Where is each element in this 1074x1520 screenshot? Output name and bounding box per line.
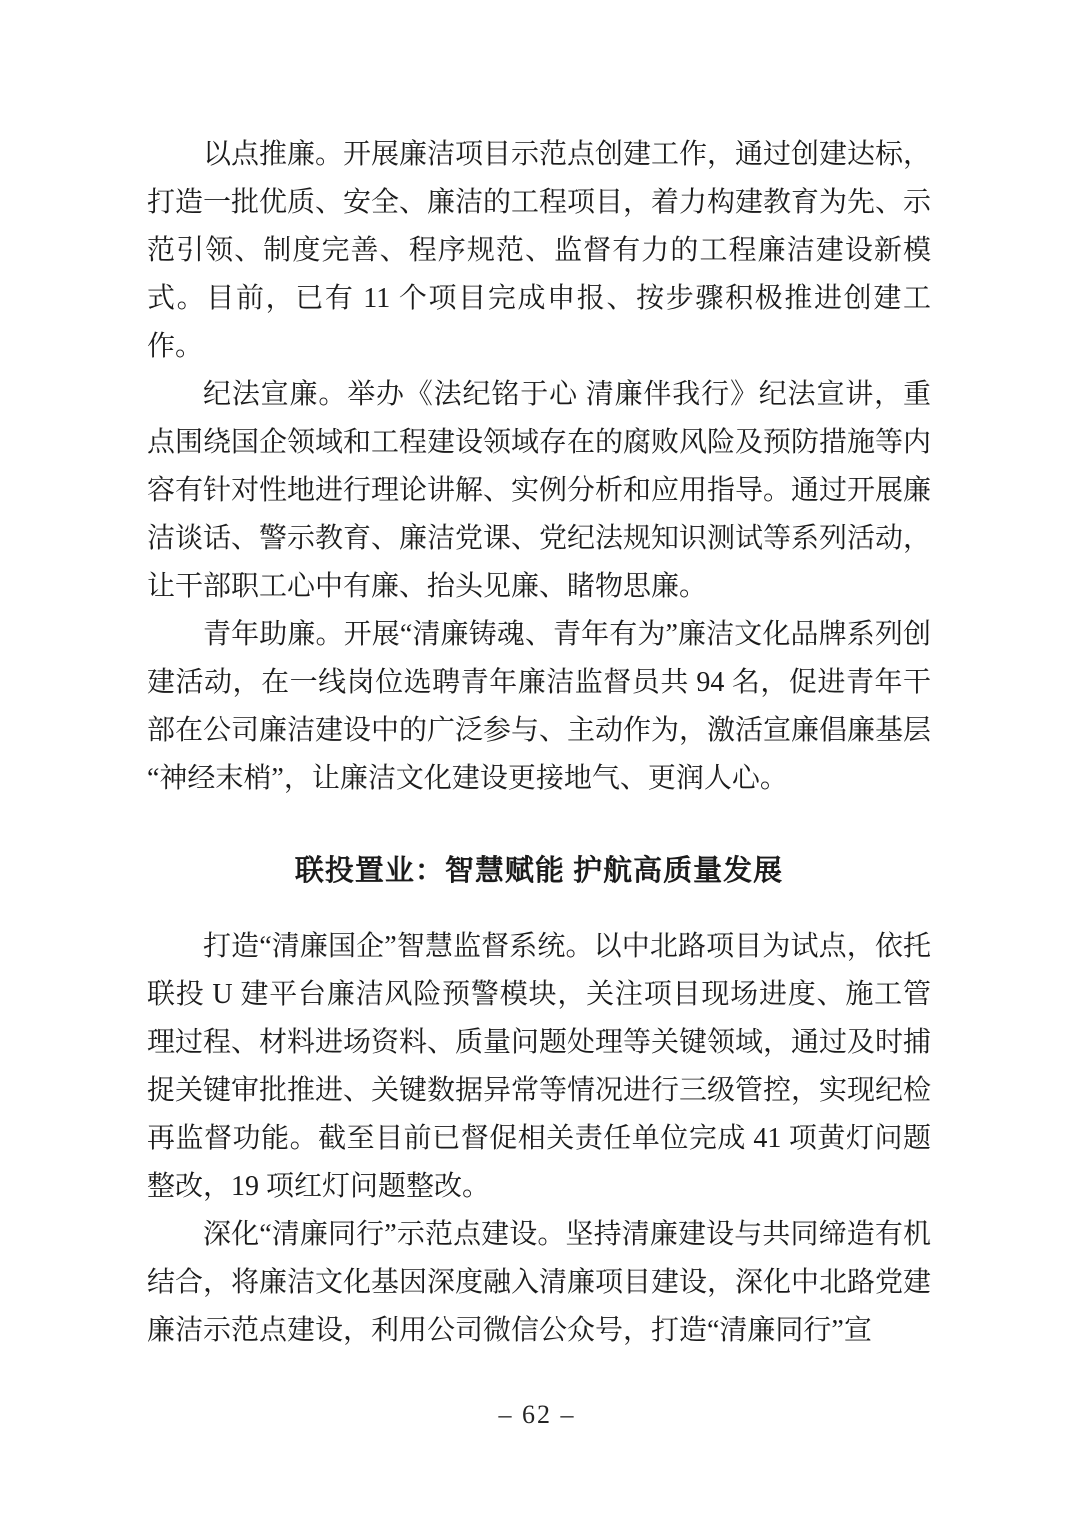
page-footer	[0, 1398, 1074, 1432]
paragraph-qingnian-zhu-lian: 青年助廉。开展“清廉铸魂、青年有为”廉洁文化品牌系列创建活动，在一线岗位选聘青年廉洁监督员共 94 名，促进青年干部在公司廉洁建设中的广泛参与、主动作为，激活宣廉倡廉基层“神经末梢”，让廉洁文化建设更接地气、更润人心。	[147, 619, 932, 794]
section-heading: 联投置业：智慧赋能 护航高质量发展	[294, 855, 784, 887]
paragraph-zhihui-jiandu: 打造“清廉国企”智慧监督系统。以中北路项目为试点，依托联投 U 建平台廉洁风险预警模块，关注项目现场进度、施工管理过程、材料进场资料、质量问题处理等关键领域，通过及时捕捉关键审批推进、关键数据异常等情况进行三级管控，实现纪检再监督功能。截至目前已督促相关责任单位完成 41 项黄灯问题整改，19 项红灯问题整改。	[147, 931, 932, 1202]
page-number: – 62 –	[498, 1400, 576, 1429]
document-body	[147, 131, 931, 1355]
paragraph-qinglian-tongxing: 深化“清廉同行”示范点建设。坚持清廉建设与共同缔造有机结合，将廉洁文化基因深度融入清廉项目建设，深化中北路党建廉洁示范点建设，利用公司微信公众号，打造“清廉同行”宣	[147, 1219, 932, 1346]
paragraph-jifa-xuan-lian: 纪法宣廉。举办《法纪铭于心 清廉伴我行》纪法宣讲，重点围绕国企领域和工程建设领域存在的腐败风险及预防措施等内容有针对性地进行理论讲解、实例分析和应用指导。通过开展廉洁谈话、警示教育、廉洁党课、党纪法规知识测试等系列活动，让干部职工心中有廉、抬头见廉、睹物思廉。	[147, 379, 932, 602]
paragraph-dian-tui-lian: 以点推廉。开展廉洁项目示范点创建工作，通过创建达标，打造一批优质、安全、廉洁的工程项目，着力构建教育为先、示范引领、制度完善、程序规范、监督有力的工程廉洁建设新模式。目前，已有 11 个项目完成申报、按步骤积极推进创建工作。	[147, 139, 932, 362]
